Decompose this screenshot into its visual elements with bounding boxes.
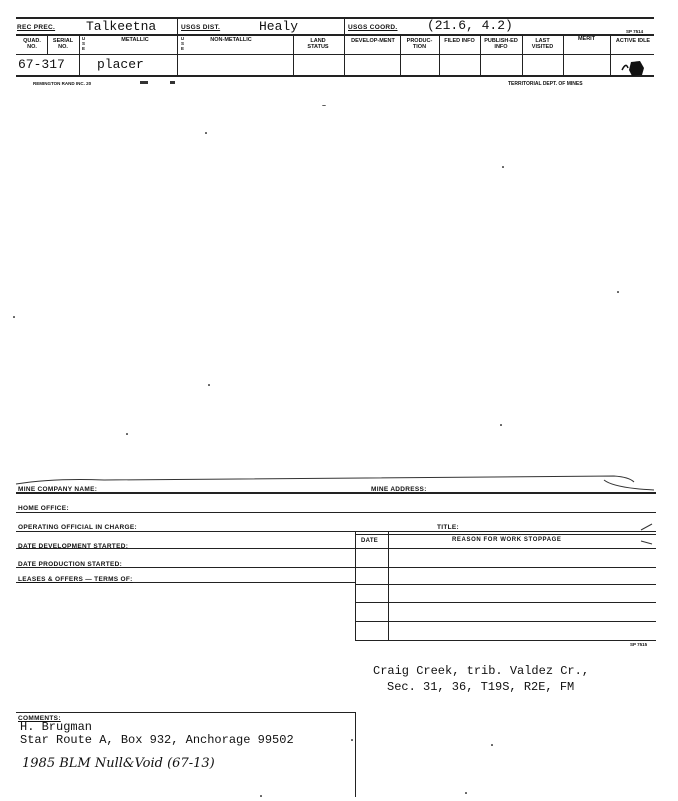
column-header-divider (16, 54, 654, 55)
dot (13, 316, 15, 318)
active-idle-label: ACTIVE IDLE (615, 38, 651, 44)
mine-address-label: MINE ADDRESS: (371, 486, 427, 493)
operating-official-label: OPERATING OFFICIAL IN CHARGE: (18, 524, 137, 531)
date-dev-label: DATE DEVELOPMENT STARTED: (18, 543, 129, 550)
divider (480, 34, 481, 75)
last-visited-label: LAST VISITED (531, 38, 554, 50)
usgs-coord-label: USGS COORD. (348, 24, 398, 31)
filed-info-label: FILED INFO (444, 38, 475, 44)
icon (640, 520, 654, 532)
usgs-dist-value: Healy (259, 19, 299, 34)
dot (322, 105, 326, 106)
dot (351, 739, 353, 741)
form-number-top: SP 7514 (626, 29, 644, 34)
active-mark-icon (618, 58, 652, 78)
line (16, 531, 656, 532)
line (355, 712, 356, 797)
dot (617, 291, 619, 293)
divider (400, 34, 401, 75)
line (355, 534, 656, 535)
divider (177, 17, 178, 75)
divider (293, 34, 294, 75)
dot (500, 424, 502, 426)
leases-label: LEASES & OFFERS — TERMS OF: (18, 576, 133, 583)
printer-line: REMINGTON RAND INC. 20 (33, 81, 92, 86)
land-status-label: LAND STATUS (307, 38, 329, 50)
metallic-value: placer (97, 57, 144, 72)
date-col-label: DATE (361, 538, 379, 544)
quad-serial-value: 67-317 (18, 57, 65, 72)
development-label: DEVELOP-MENT (351, 38, 395, 44)
mine-company-label: MINE COMPANY NAME: (18, 486, 98, 493)
use-label-metallic: U S E (81, 36, 86, 51)
quad-label: QUAD. NO. (23, 38, 41, 50)
divider (522, 34, 523, 75)
comments-label: COMMENTS: (18, 715, 61, 722)
bottom-rule (16, 75, 654, 77)
header-divider (16, 34, 654, 36)
line (355, 640, 656, 641)
box (140, 81, 148, 84)
reason-col-label: REASON FOR WORK STOPPAGE (452, 537, 562, 543)
dot (465, 792, 467, 794)
title-label: TITLE: (437, 524, 460, 531)
icon (640, 538, 656, 548)
use-label-non-metallic: U S E (180, 36, 185, 51)
dot (502, 166, 504, 168)
rec-prec-label: REC PREC. (17, 24, 56, 31)
metallic-label: METALLIC (121, 37, 149, 43)
dot (260, 795, 262, 797)
line (355, 621, 656, 622)
divider (344, 17, 345, 75)
box (170, 81, 175, 84)
location-line-1: Craig Creek, trib. Valdez Cr., (373, 664, 590, 678)
merit-label: MERIT (577, 36, 596, 42)
dot (208, 384, 210, 386)
line (16, 712, 356, 713)
divider (610, 34, 611, 75)
published-info-label: PUBLISH-ED INFO (484, 38, 518, 50)
serial-label: SERIAL NO. (52, 38, 74, 50)
divider (79, 34, 80, 75)
form-number-bottom: SP 7515 (630, 642, 648, 647)
line (16, 512, 656, 513)
card-edge (14, 470, 660, 492)
comments-name: H. Brugman (20, 720, 93, 734)
line (355, 584, 656, 585)
non-metallic-label: NON-METALLIC (210, 37, 252, 43)
line (16, 492, 656, 494)
home-office-label: HOME OFFICE: (18, 505, 69, 512)
divider (563, 34, 564, 75)
usgs-coord-value: (21.6, 4.2) (427, 18, 513, 33)
dot (126, 433, 128, 435)
production-label: PRODUC-TION (406, 38, 433, 50)
rec-prec-value: Talkeetna (86, 19, 157, 34)
footer-right: TERRITORIAL DEPT. OF MINES (508, 81, 583, 87)
line (355, 602, 656, 603)
date-prod-label: DATE PRODUCTION STARTED: (18, 561, 123, 568)
location-line-2: Sec. 31, 36, T19S, R2E, FM (387, 680, 575, 694)
handwritten-note: 1985 BLM Null&Void (67-13) (22, 756, 215, 771)
usgs-dist-label: USGS DIST. (181, 24, 221, 31)
dot (491, 744, 493, 746)
dot (205, 132, 207, 134)
divider (439, 34, 440, 75)
comments-address: Star Route A, Box 932, Anchorage 99502 (20, 733, 294, 747)
